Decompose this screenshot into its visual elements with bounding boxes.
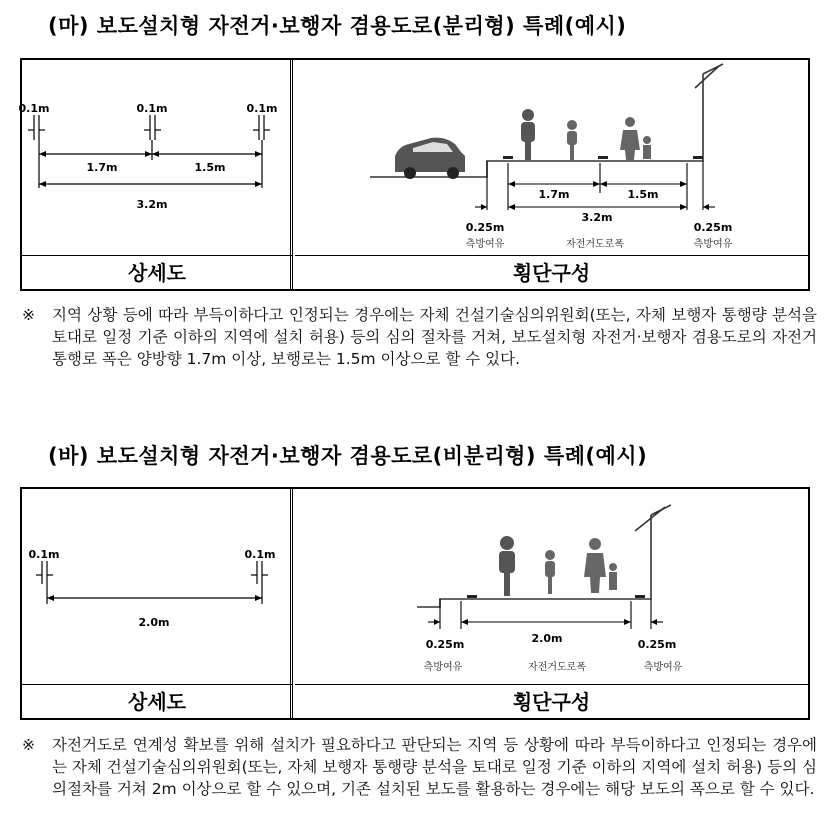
cross-margin-right: 0.25m	[693, 221, 733, 234]
cross-bike-width: 1.7m	[538, 188, 570, 201]
detail-panel-ba	[22, 489, 292, 718]
cross-drawing-ma	[295, 60, 808, 255]
note-ba	[22, 734, 817, 800]
edge-right-label-ba: 0.1m	[244, 548, 276, 561]
cross-margin-left-ba: 0.25m	[425, 638, 465, 651]
width-label-ba: 2.0m	[138, 616, 170, 629]
cross-margin-left: 0.25m	[465, 221, 505, 234]
note-mark-ma: ※	[22, 306, 35, 324]
section-title-ba: (바) 보도설치형 자전거·보행자 겸용도로(비분리형) 특례(예시)	[48, 444, 648, 468]
cyclist-icon-ba	[499, 536, 515, 596]
cross-caption-ba: 횡단구성	[295, 684, 808, 718]
cross-drawing-ba	[295, 489, 808, 684]
walk-width-label: 1.5m	[194, 161, 226, 174]
pedestrian-icon-ba	[584, 538, 617, 593]
cyclist-icon	[521, 109, 535, 160]
edge-left-label-ba: 0.1m	[28, 548, 60, 561]
note-mark-ba: ※	[22, 736, 35, 754]
edge-mid-label: 0.1m	[136, 102, 168, 115]
cross-caption-ma: 횡단구성	[295, 255, 808, 289]
car-icon	[395, 138, 465, 179]
cross-panel-ba	[295, 489, 808, 718]
cross-walk-width: 1.5m	[627, 188, 659, 201]
cross-width-ba: 2.0m	[531, 632, 563, 645]
note-text-ba: 자전거도로 연계성 확보를 위해 설치가 필요하다고 판단되는 지역 등 상황에 따라 부득이하다고 인정되는 경우에는 자체 건설기술심의위원회(또는, 자체 보행자 통행량 분석을 토대로 일정 기준 이하의 지역에 설치 허용) 등의 심의절차를 거쳐 2m 이상으로 할 수 있으며, 기존 설치된 보도를 활용하는 경우에는 해당 보도의 폭으로 할 수 있다.	[52, 736, 817, 798]
detail-caption-ma: 상세도	[22, 255, 292, 289]
total-width-label: 3.2m	[136, 198, 168, 211]
pedestrian-icon	[620, 117, 651, 160]
cross-label-right-ba: 측방여유	[643, 662, 683, 673]
detail-caption-ba: 상세도	[22, 684, 292, 718]
cross-label-center: 자전거도로폭	[566, 239, 624, 250]
figure-box-ba	[20, 487, 810, 720]
figure-box-ma	[20, 58, 810, 291]
cross-label-left-ba: 측방여유	[423, 662, 463, 673]
cross-margin-right-ba: 0.25m	[637, 638, 677, 651]
cross-total-width: 3.2m	[581, 211, 613, 224]
note-ma	[22, 304, 817, 370]
bike-width-label: 1.7m	[86, 161, 118, 174]
note-text-ma: 지역 상황 등에 따라 부득이하다고 인정되는 경우에는 자체 건설기술심의위원회(또는, 자체 보행자 통행량 분석을 토대로 일정 기준 이하의 지역에 설치 허용) 등의 심의 절차를 거쳐, 보도설치형 자전거·보행자 겸용도로의 자전거 통행로 폭은 양방향 1.7m 이상, 보행로는 1.5m 이상으로 할 수 있다.	[52, 306, 817, 368]
detail-panel-ma	[18, 60, 292, 289]
edge-right-label: 0.1m	[246, 102, 278, 115]
cross-label-left: 측방여유	[465, 239, 505, 250]
cross-label-center-ba: 자전거도로폭	[528, 662, 586, 673]
cyclist-small-icon-ba	[545, 550, 555, 594]
cross-panel-ma	[295, 60, 808, 289]
cyclist-small-icon	[567, 120, 577, 160]
edge-left-label: 0.1m	[18, 102, 50, 115]
section-title-ma: (마) 보도설치형 자전거·보행자 겸용도로(분리형) 특례(예시)	[48, 14, 627, 38]
detail-drawing-ba	[22, 489, 292, 684]
detail-drawing-ma	[18, 60, 292, 255]
panel-divider-ma	[290, 60, 293, 289]
panel-divider-ba	[290, 489, 293, 718]
cross-label-right: 측방여유	[693, 239, 733, 250]
